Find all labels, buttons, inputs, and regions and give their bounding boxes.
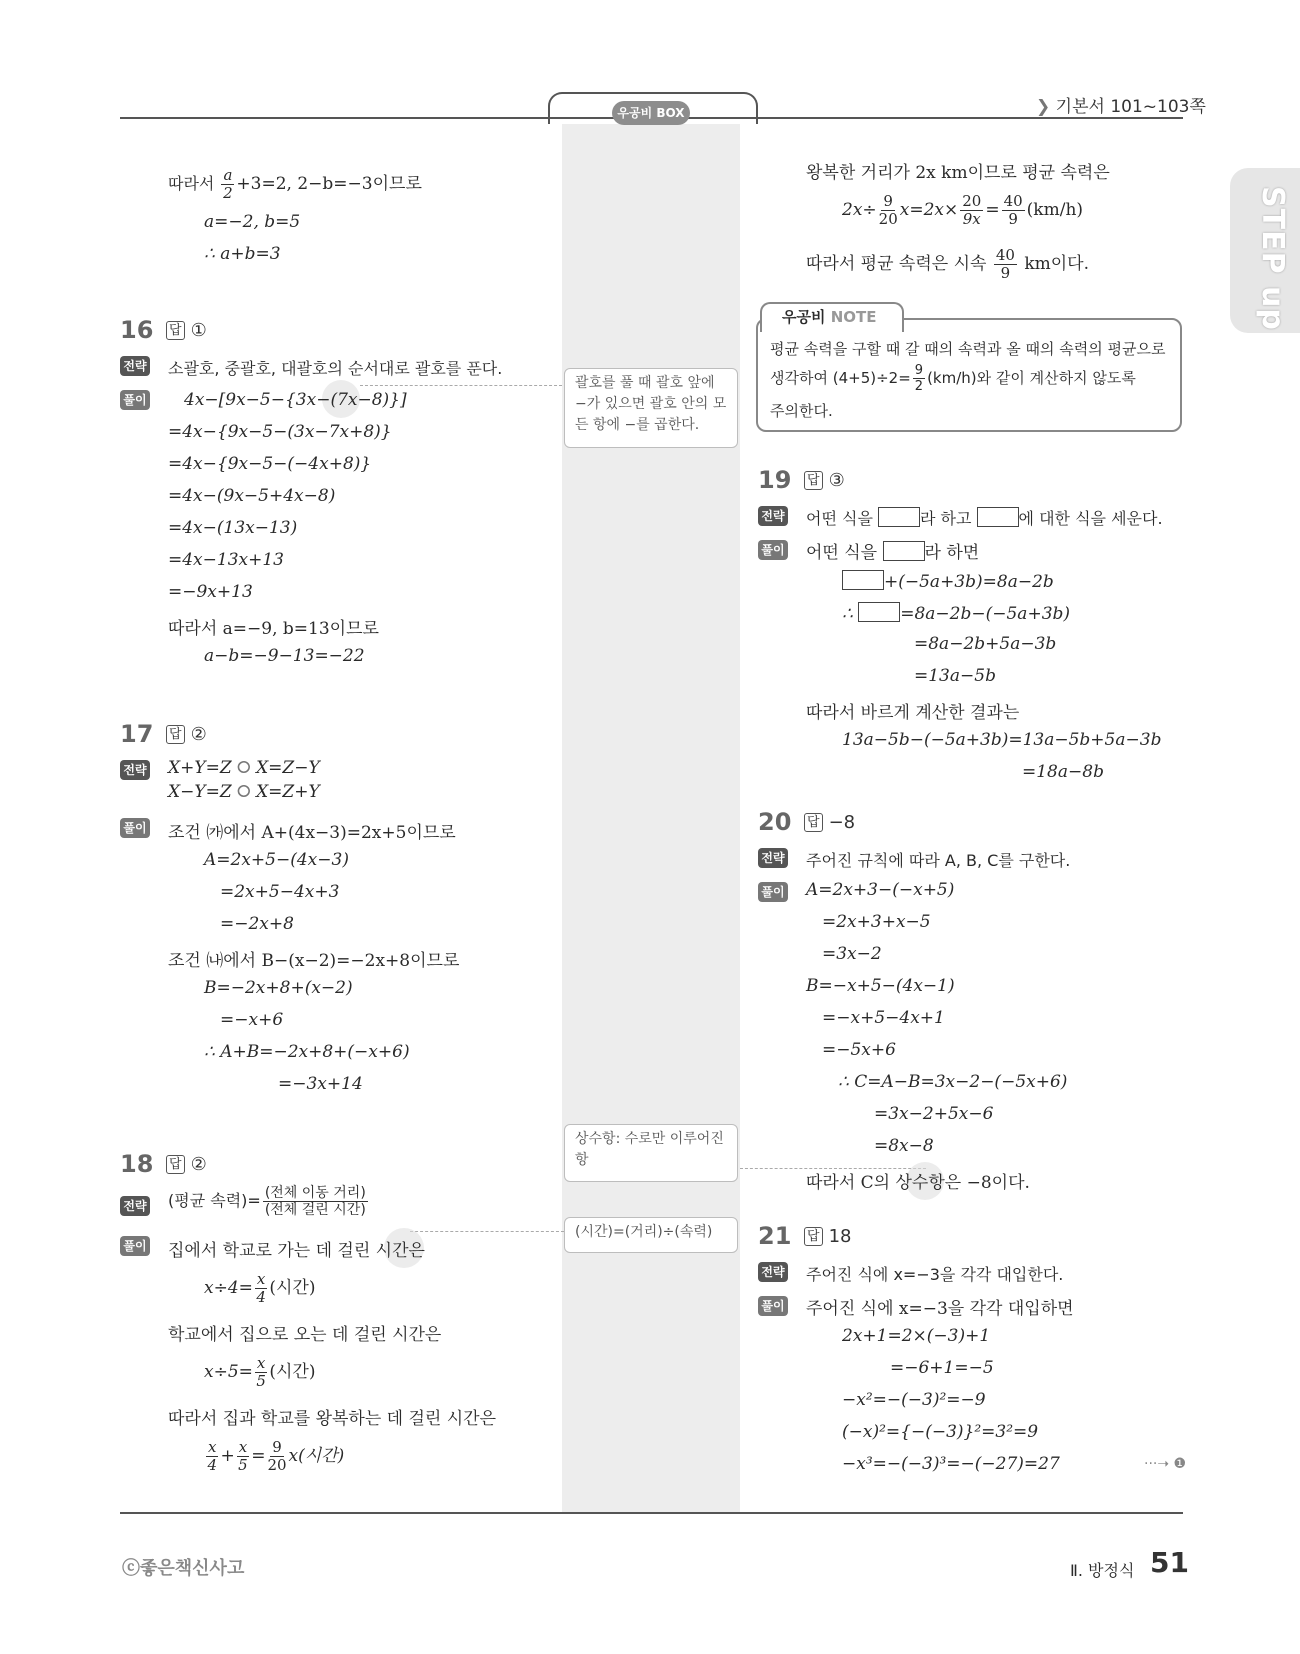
strategy-text: 어떤 식을 라 하고 에 대한 식을 세운다. (806, 509, 1163, 528)
strategy-text: 주어진 규칙에 따라 A, B, C를 구한다. (806, 851, 1071, 870)
right-top-line-1: 왕복한 거리가 2x km이므로 평균 속력은 (806, 163, 1110, 183)
strategy-badge: 전략 (758, 848, 788, 868)
note-line-2: 생각하여 (4+5)÷2= $\frac{9}{2}$ (km/h)와 같이 계산하지 않도록 (770, 363, 1136, 394)
strategy-badge: 전략 (120, 356, 150, 376)
solution-line: ∴ A+B=−2x+8+(−x+6) (204, 1042, 410, 1062)
crossref: ❯ 기본서 101~103쪽 (1036, 97, 1206, 117)
answer: 답 ② (166, 724, 207, 745)
solution-line: =2x+3+x−5 (822, 912, 931, 932)
strategy-formula: (평균 속력)= $\frac{\text{(전체 이동 거리)}}{\text{(전체 걸린 시간)}}$ (168, 1185, 366, 1218)
solution-line: =2x+5−4x+3 (220, 882, 340, 902)
blank-box (977, 507, 1019, 527)
note-line-3: 주의한다. (770, 402, 833, 420)
publisher-logo: ⓒ좋은책신사고 (122, 1558, 245, 1579)
blank-box (858, 602, 900, 622)
question-number: 21 (758, 1222, 792, 1250)
question-number: 20 (758, 808, 792, 836)
side-note: 상수항: 수로만 이루어진 항 (564, 1124, 738, 1182)
solution-line: 조건 ㈎에서 A+(4x−3)=2x+5이므로 (168, 823, 456, 843)
note-line-1: 평균 속력을 구할 때 갈 때의 속력과 올 때의 속력의 평균으로 (770, 340, 1166, 358)
strategy-text: 주어진 식에 x=−3을 각각 대입한다. (806, 1265, 1064, 1284)
left-top-line-3: ∴ a+b=3 (204, 244, 281, 264)
solution-line: ∴ =8a−2b−(−5a+3b) (842, 604, 1071, 624)
solution-line: =−5x+6 (822, 1040, 896, 1060)
solution-line: a−b=−9−13=−22 (204, 646, 365, 666)
solution-line: =4x−{9x−5−(−4x+8)} (168, 454, 372, 474)
arrow-circle-icon: ⭘ (237, 782, 251, 802)
solution-line: 4x−[9x−5−{3x−(7x−8)}] (184, 390, 407, 410)
solution-badge: 풀이 (758, 1296, 788, 1316)
solution-line: 주어진 식에 x=−3을 각각 대입하면 (806, 1299, 1074, 1319)
step-label: STEP up (1255, 186, 1290, 331)
blank-box (842, 570, 884, 590)
side-note: 괄호를 풀 때 괄호 앞에 −가 있으면 괄호 안의 모든 항에 −를 곱한다. (564, 368, 738, 448)
question-number: 17 (120, 720, 154, 748)
left-top-line-2: a=−2, b=5 (204, 212, 301, 232)
question-number: 16 (120, 316, 154, 344)
solution-line: 따라서 집과 학교를 왕복하는 데 걸린 시간은 (168, 1409, 497, 1429)
footer-rule (120, 1512, 1183, 1514)
answer: 답 −8 (804, 812, 855, 833)
answer: 답 18 (804, 1226, 851, 1247)
solution-line: −x³=−(−3)³=−(−27)=27 (842, 1454, 1060, 1474)
right-top-line-2: 2x÷ $\frac{9}{20}$ x=2x× $\frac{20}{9x}$ = $\frac{40}{9}$ (km/h) (842, 192, 1084, 228)
right-top-line-3: 따라서 평균 속력은 시속 $\frac{40}{9}$ km이다. (806, 246, 1090, 282)
side-note-band (562, 117, 740, 1512)
solution-line: x÷5= $\frac{x}{5}$ (시간) (204, 1354, 316, 1390)
solution-line: =−3x+14 (278, 1074, 363, 1094)
answer: 답 ③ (804, 470, 845, 491)
leader-line (410, 1231, 564, 1232)
box-label: 우공비 BOX (612, 101, 690, 125)
solution-line: =3x−2 (822, 944, 882, 964)
solution-line: 어떤 식을 라 하면 (806, 543, 980, 563)
solution-line: =−9x+13 (168, 582, 253, 602)
solution-line: =18a−8b (1022, 762, 1104, 782)
blank-box (878, 507, 920, 527)
solution-badge: 풀이 (120, 818, 150, 838)
answer: 답 ② (166, 1154, 207, 1175)
solution-line: =−2x+8 (220, 914, 294, 934)
solution-line: 학교에서 집으로 오는 데 걸린 시간은 (168, 1325, 442, 1345)
solution-badge: 풀이 (758, 882, 788, 902)
note-title: 우공비 NOTE (782, 308, 877, 326)
solution-line: (−x)²={−(−3)}²=3²=9 (842, 1422, 1039, 1442)
blank-box (883, 541, 925, 561)
solution-line: A=2x+3−(−x+5) (806, 880, 955, 900)
solution-line: =3x−2+5x−6 (874, 1104, 994, 1124)
chapter-label: Ⅱ. 방정식 (1070, 1561, 1135, 1580)
solution-line: =8a−2b+5a−3b (914, 634, 1057, 654)
solution-line: 조건 ㈏에서 B−(x−2)=−2x+8이므로 (168, 951, 460, 971)
solution-badge: 풀이 (120, 390, 150, 410)
question-number: 18 (120, 1150, 154, 1178)
solution-line: =4x−{9x−5−(3x−7x+8)} (168, 422, 392, 442)
leader-line (360, 385, 562, 386)
strategy-badge: 전략 (758, 1262, 788, 1282)
chevron-right-icon: ❯ (1036, 97, 1056, 117)
solution-line: B=−2x+8+(x−2) (204, 978, 353, 998)
left-top-line-1: 따라서 $\frac{a}{2}$ +3=2, 2−b=−3이므로 (168, 166, 422, 202)
solution-line: ∴ C=A−B=3x−2−(−5x+6) (838, 1072, 1068, 1092)
side-note: (시간)=(거리)÷(속력) (564, 1217, 738, 1253)
solution-line: =−x+5−4x+1 (822, 1008, 945, 1028)
solution-line: A=2x+5−(4x−3) (204, 850, 349, 870)
continue-arrow-icon: ···➝ ❶ (1144, 1456, 1187, 1472)
solution-line: 13a−5b−(−5a+3b)=13a−5b+5a−3b (842, 730, 1162, 750)
arrow-circle-icon: ⭘ (237, 758, 251, 778)
page-number: 51 (1150, 1546, 1189, 1579)
solution-line: 2x+1=2×(−3)+1 (842, 1326, 991, 1346)
solution-line: =−x+6 (220, 1010, 284, 1030)
solution-line: =4x−13x+13 (168, 550, 284, 570)
strategy-text: 소괄호, 중괄호, 대괄호의 순서대로 괄호를 푼다. (168, 359, 503, 378)
solution-line: 따라서 a=−9, b=13이므로 (168, 619, 379, 639)
solution-line: −x²=−(−3)²=−9 (842, 1390, 986, 1410)
solution-line: 따라서 바르게 계산한 결과는 (806, 703, 1020, 723)
solution-line: 따라서 C의 상수항은 −8이다. (806, 1173, 1030, 1193)
strategy-badge: 전략 (758, 506, 788, 526)
solution-badge: 풀이 (120, 1236, 150, 1256)
solution-line: =4x−(9x−5+4x−8) (168, 486, 336, 506)
solution-line: $\frac{x}{4}$ + $\frac{x}{5}$ = $\frac{9}{20}$ x(시간) (207, 1438, 345, 1474)
solution-line: =4x−(13x−13) (168, 518, 298, 538)
solution-line: x÷4= $\frac{x}{4}$ (시간) (204, 1270, 316, 1306)
solution-line: =−6+1=−5 (890, 1358, 994, 1378)
strategy-rule-1: X+Y=Z ⭘ X=Z−Y (168, 758, 320, 778)
solution-line: +(−5a+3b)=8a−2b (842, 570, 1054, 592)
solution-line: =13a−5b (914, 666, 996, 686)
strategy-badge: 전략 (120, 760, 150, 780)
solution-line: B=−x+5−(4x−1) (806, 976, 955, 996)
strategy-rule-2: X−Y=Z ⭘ X=Z+Y (168, 782, 320, 802)
question-number: 19 (758, 466, 792, 494)
solution-line: =8x−8 (874, 1136, 934, 1156)
solution-badge: 풀이 (758, 540, 788, 560)
solution-line: 집에서 학교로 가는 데 걸린 시간은 (168, 1241, 425, 1261)
strategy-badge: 전략 (120, 1196, 150, 1216)
answer: 답 ① (166, 320, 207, 341)
